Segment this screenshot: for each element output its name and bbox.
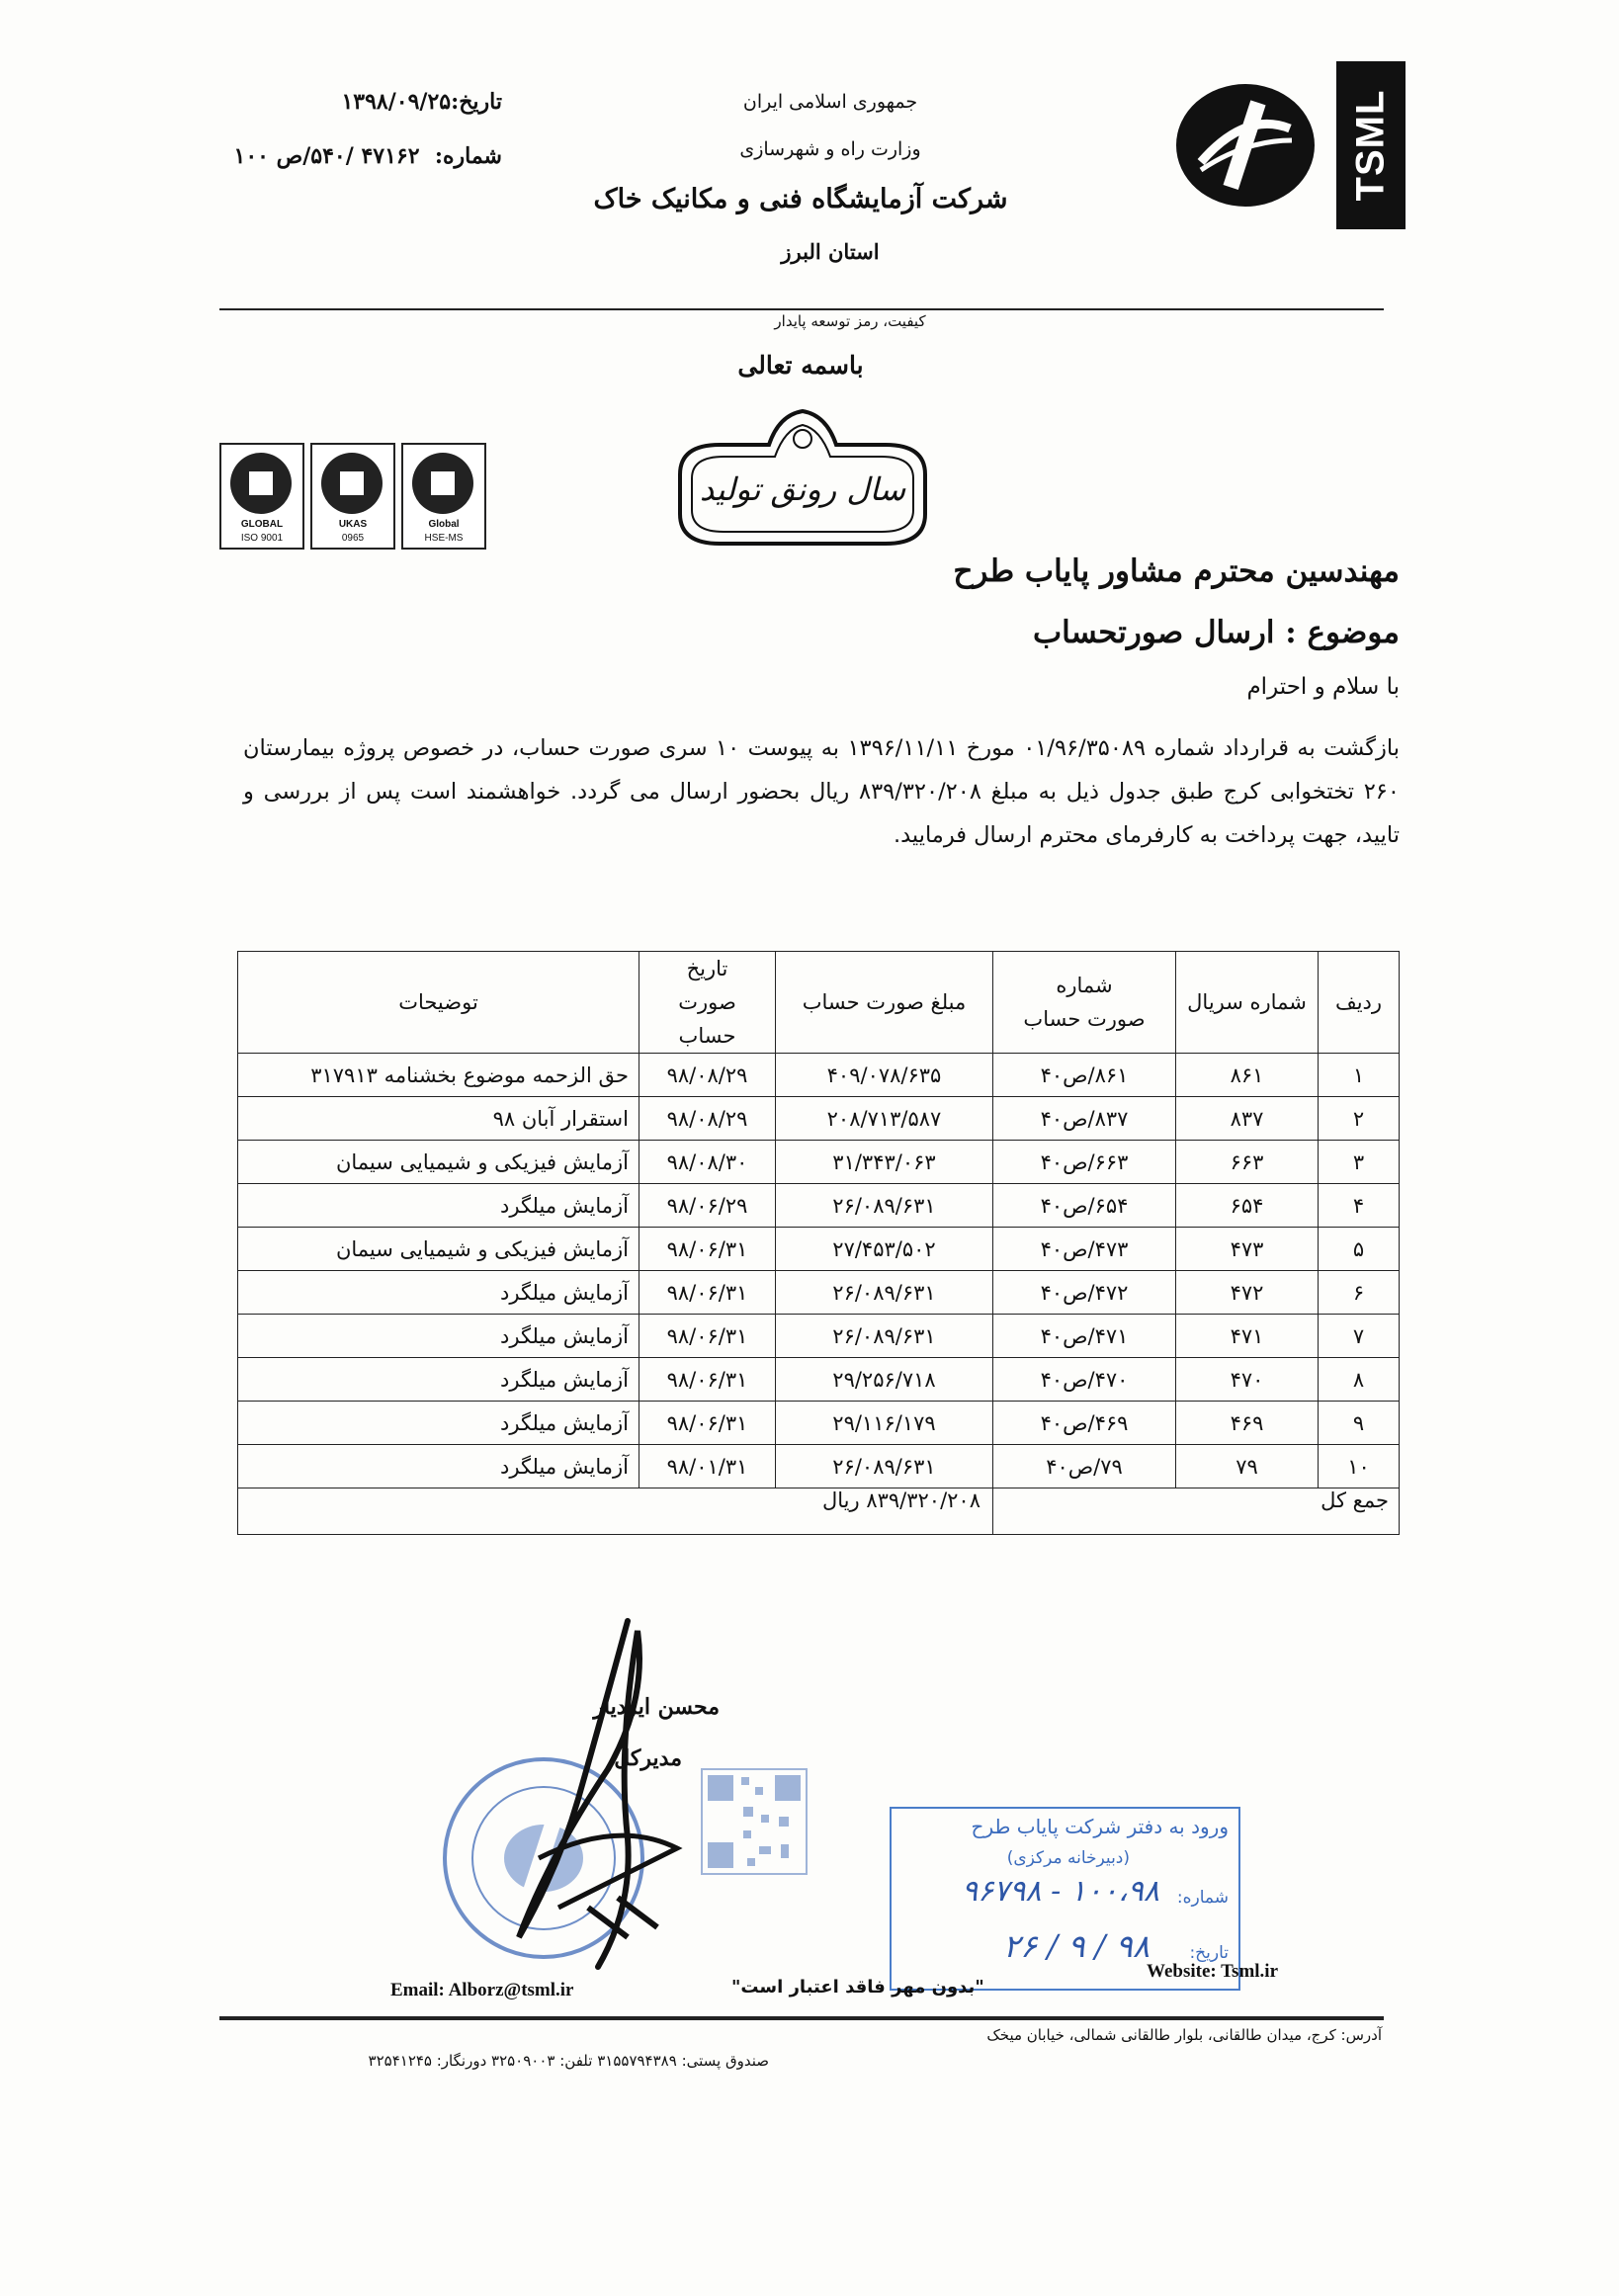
cert-ukas-icon [321,453,383,514]
signature-icon [479,1611,736,1987]
signer-title: مدیرکل [614,1745,682,1771]
tsml-logo [1336,61,1406,229]
cert-brand: UKAS [338,519,368,530]
cell-serial: ۸۶۱ [1176,1054,1319,1097]
cell-date: ۹۸/۰۸/۲۹ [639,1054,776,1097]
cell-row: ۶ [1319,1271,1400,1315]
cell-amount: ۲۹/۱۱۶/۱۷۹ [776,1402,993,1445]
cell-date: ۹۸/۰۶/۳۱ [639,1402,776,1445]
col-invoice-number: شماره صورت حساب [993,952,1176,1054]
cell-date: ۹۸/۰۸/۳۰ [639,1141,776,1184]
cell-description: آزمایش میلگرد [238,1358,639,1402]
cell-serial: ۷۹ [1176,1445,1319,1488]
subject: موضوع : ارسال صورتحساب [1032,615,1400,650]
cell-date: ۹۸/۰۶/۲۹ [639,1184,776,1228]
company-emblem-icon [1171,71,1320,219]
table-row [238,1054,1400,1097]
cert-brand: GLOBAL [240,519,284,530]
cell-serial: ۴۶۹ [1176,1402,1319,1445]
cell-amount: ۲۶/۰۸۹/۶۳۱ [776,1445,993,1488]
cell-row: ۲ [1319,1097,1400,1141]
cell-invoice-number: ۴۷۱/ص۴۰ [993,1315,1176,1358]
cell-amount: ۲۷/۴۵۳/۵۰۲ [776,1228,993,1271]
table-row [238,1184,1400,1228]
cell-amount: ۲۰۸/۷۱۳/۵۸۷ [776,1097,993,1141]
cell-description: استقرار آبان ۹۸ [238,1097,639,1141]
cell-date: ۹۸/۰۶/۳۱ [639,1271,776,1315]
receipt-date-label: تاریخ: [1189,1943,1229,1963]
cell-description: آزمایش میلگرد [238,1271,639,1315]
tagline: کیفیت، رمز توسعه پایدار [774,312,926,330]
cell-serial: ۸۳۷ [1176,1097,1319,1141]
recipient: مهندسین محترم مشاور پایاب طرح [953,553,1400,589]
cell-serial: ۴۷۳ [1176,1228,1319,1271]
invoice-table [237,951,1400,1535]
table-row [238,1097,1400,1141]
cell-description: آزمایش میلگرد [238,1184,639,1228]
table-row [238,1271,1400,1315]
footer-divider [219,2016,1384,2020]
cell-row: ۳ [1319,1141,1400,1184]
footer-address: آدرس: کرج، میدان طالقانی، بلوار طالقانی شمالی، خیابان میخک [986,2026,1382,2044]
col-amount: مبلغ صورت حساب [776,952,993,1054]
cell-invoice-number: ۶۵۴/ص۴۰ [993,1184,1176,1228]
cell-serial: ۴۷۲ [1176,1271,1319,1315]
receipt-subtitle: (دبیرخانه مرکزی) [1006,1848,1130,1868]
col-row: ردیف [1319,952,1400,1054]
cell-amount: ۲۶/۰۸۹/۶۳۱ [776,1271,993,1315]
greeting: با سلام و احترام [1246,674,1400,700]
receipt-number-label: شماره: [1176,1888,1229,1908]
total-value: ۸۳۹/۳۲۰/۲۰۸ ریال [238,1488,993,1535]
signer-name: محسن ایزدیار [593,1694,720,1720]
cell-amount: ۲۹/۲۵۶/۷۱۸ [776,1358,993,1402]
header-country: جمهوری اسلامی ایران [742,91,918,113]
table-header-row [238,952,1400,1054]
cell-row: ۵ [1319,1228,1400,1271]
bismillah: باسمه تعالی [737,351,864,380]
cell-amount: ۳۱/۳۴۳/۰۶۳ [776,1141,993,1184]
letter-body: بازگشت به قرارداد شماره ۰۱/۹۶/۳۵۰۸۹ مورخ ۱۳۹۶/۱۱/۱۱ به پیوست ۱۰ سری صورت حساب، در خصوص پروژه بیمارستان ۲۶۰ تختخوابی کرج طبق جدول ذیل به مبلغ ۸۳۹/۳۲۰/۲۰۸ ریال بحضور ارسال می گردد. خواهشمند است پس از بررسی و تایید، جهت پرداخت به کارفرمای محترم ارسال فرمایید. [243,735,1400,848]
cell-invoice-number: ۴۶۹/ص۴۰ [993,1402,1176,1445]
footer-validity-note: "بدون مهر فاقد اعتبار است" [731,1977,984,1998]
cert-badge-iso [219,443,304,550]
year-slogan: سال رونق تولید [699,470,906,508]
cell-description: آزمایش فیزیکی و شیمیایی سیمان [238,1228,639,1271]
header-ministry: وزارت راه و شهرسازی [739,138,921,160]
cell-row: ۱ [1319,1054,1400,1097]
letter-date [341,89,502,115]
cell-date: ۹۸/۰۸/۲۹ [639,1097,776,1141]
col-date: تاریخ صورت حساب [639,952,776,1054]
footer-email: Email: Alborz@tsml.ir [390,1980,574,2000]
cert-caption: 0965 [341,533,365,544]
footer-contact: صندوق پستی: ۳۱۵۵۷۹۴۳۸۹ تلفن: ۳۲۵۰۹۰۰۳ دورنگار: ۳۲۵۴۱۲۴۵ [368,2052,769,2070]
cell-date: ۹۸/۰۶/۳۱ [639,1315,776,1358]
header-company: شرکت آزمایشگاه فنی و مکانیک خاک [593,184,1008,214]
cell-serial: ۴۷۰ [1176,1358,1319,1402]
cell-invoice-number: ۸۳۷/ص۴۰ [993,1097,1176,1141]
date-value: ۱۳۹۸/۰۹/۲۵ [341,89,452,115]
cert-caption: HSE-MS [424,533,464,544]
cell-amount: ۲۶/۰۸۹/۶۳۱ [776,1315,993,1358]
receipt-title: ورود به دفتر شرکت پایاب طرح [971,1815,1229,1838]
cell-invoice-number: ۸۶۱/ص۴۰ [993,1054,1176,1097]
cell-invoice-number: ۴۷۰/ص۴۰ [993,1358,1176,1402]
table-row [238,1445,1400,1488]
number-label: شماره: [434,143,502,169]
cell-row: ۹ [1319,1402,1400,1445]
cert-iso-icon [230,453,292,514]
cell-invoice-number: ۴۷۲/ص۴۰ [993,1271,1176,1315]
col-serial: شماره سریال [1176,952,1319,1054]
cert-brand: Global [428,519,460,530]
cell-amount: ۴۰۹/۰۷۸/۶۳۵ [776,1054,993,1097]
table-total-row [238,1488,1400,1535]
receipt-date-value: ۹۸ / ۹ / ۲۶ [1002,1927,1150,1965]
table-row [238,1315,1400,1358]
cell-serial: ۴۷۱ [1176,1315,1319,1358]
cert-badge-hse [401,443,486,550]
total-label: جمع کل [993,1488,1400,1535]
cert-badge-ukas [310,443,395,550]
cert-hse-icon [412,453,473,514]
cell-description: آزمایش میلگرد [238,1445,639,1488]
receipt-number-value: ۱۰۰،۹۸ - ۹۶۷۹۸ [961,1874,1159,1909]
cell-description: آزمایش فیزیکی و شیمیایی سیمان [238,1141,639,1184]
cell-invoice-number: ۶۶۳/ص۴۰ [993,1141,1176,1184]
cell-row: ۷ [1319,1315,1400,1358]
letter-number [234,143,502,169]
logo-text: TSML [1348,89,1393,202]
cell-row: ۱۰ [1319,1445,1400,1488]
cell-amount: ۲۶/۰۸۹/۶۳۱ [776,1184,993,1228]
footer-website: Website: Tsml.ir [1147,1961,1279,1982]
cell-serial: ۶۶۳ [1176,1141,1319,1184]
table-row [238,1402,1400,1445]
cell-serial: ۶۵۴ [1176,1184,1319,1228]
col-description: توضیحات [238,952,639,1054]
date-label: تاریخ: [451,89,502,115]
cell-date: ۹۸/۰۶/۳۱ [639,1358,776,1402]
cell-description: حق الزحمه موضوع بخشنامه ۳۱۷۹۱۳ [238,1054,639,1097]
cell-invoice-number: ۷۹/ص۴۰ [993,1445,1176,1488]
cell-date: ۹۸/۰۱/۳۱ [639,1445,776,1488]
cell-description: آزمایش میلگرد [238,1402,639,1445]
cell-description: آزمایش میلگرد [238,1315,639,1358]
table-row [238,1358,1400,1402]
cell-row: ۸ [1319,1358,1400,1402]
header-province: استان البرز [781,239,880,264]
table-row [238,1228,1400,1271]
number-value: ۴۷۱۶۲ /۵۴۰/ص ۱۰۰ [233,143,420,169]
cell-date: ۹۸/۰۶/۳۱ [639,1228,776,1271]
cert-caption: ISO 9001 [240,533,284,544]
cell-invoice-number: ۴۷۳/ص۴۰ [993,1228,1176,1271]
cell-row: ۴ [1319,1184,1400,1228]
table-row [238,1141,1400,1184]
header-divider [219,308,1384,310]
